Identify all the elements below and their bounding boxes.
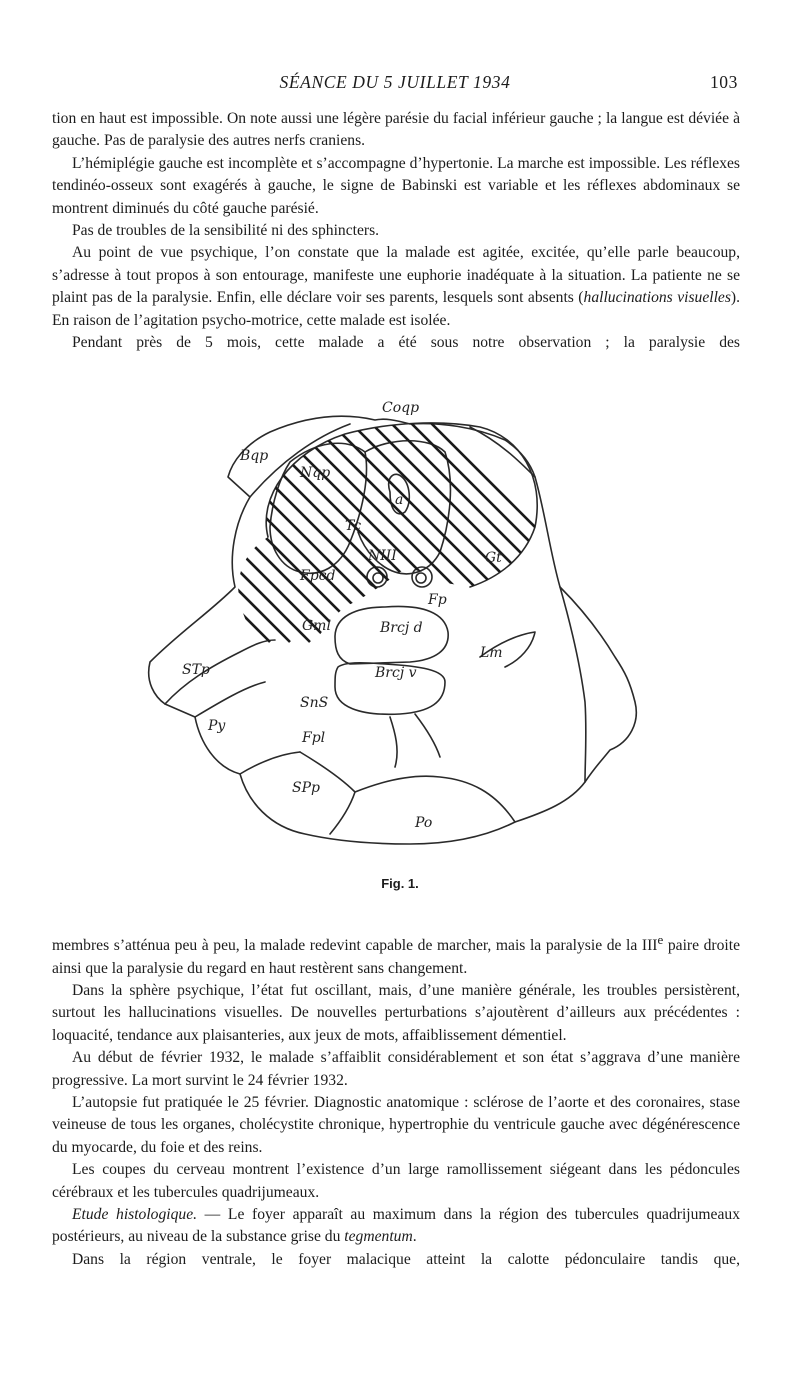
label-bqp: Bqp [240, 448, 269, 464]
label-fp: Fp [428, 592, 447, 608]
italic-term: tegmentum [344, 1228, 413, 1246]
italic-term: hallucinations visuelles [583, 289, 731, 307]
paragraph-text: membres s’atténua peu à peu, la malade redevint capable de marcher, mais la paralysie de la III [52, 937, 658, 955]
paragraph: Dans la région ventrale, le foyer malacique atteint la calotte pédonculaire tandis que, [72, 1250, 740, 1268]
label-fpcd: Fpcd [300, 568, 336, 584]
py-division [240, 752, 300, 774]
label-brcj-v: Brcj v [375, 665, 417, 681]
superscript: e [657, 932, 664, 947]
figure-1 [140, 382, 660, 882]
paragraph: Pas de troubles de la sensibilité ni des sphincters. [72, 222, 380, 240]
page-header [52, 72, 738, 96]
running-title: SÉANCE DU 5 JUILLET 1934 [279, 72, 511, 92]
text-block-bottom [52, 929, 740, 1271]
label-stp: STp [182, 662, 210, 678]
paragraph: Pendant près de 5 mois, cette malade a été sous notre observation ; la paralysie des [72, 334, 740, 352]
page-number: 103 [709, 72, 738, 92]
label-tc: Tc [345, 518, 362, 534]
figure-caption: Fig. 1. [381, 876, 419, 891]
paragraph: tion en haut est impossible. On note aussi une légère parésie du facial inférieur gauche ; la langue est déviée à gauche. Pas de paralysie des autres nerfs craniens. [52, 110, 740, 150]
text-block-top [52, 108, 740, 354]
paragraph-text: paire droite ainsi que la paralysie du regard en haut restèrent sans changement. [52, 937, 740, 977]
paragraph-text: . [412, 1228, 417, 1246]
basal-notch [390, 714, 440, 767]
nucleus-right-inner [416, 573, 426, 583]
label-spp: SPp [292, 780, 320, 796]
label-py: Py [208, 718, 226, 734]
paragraph: Au début de février 1932, le malade s’affaiblit considérablement et son état s’aggrava d’une manière progressive. La mort survint le 24 février 1932. [52, 1049, 740, 1089]
paragraph [52, 929, 740, 980]
midbrain-section-diagram [140, 382, 660, 882]
label-sns: SnS [300, 695, 329, 711]
paragraph-text: Au point de vue psychique, l’on constate que la malade est agitée, excitée, qu’elle parle beaucoup, s’adresse à tout propos à son entourage, manifeste une euphorie inadéquate à la situation. La patiente ne se plaint pas de la paralysie. Enfin, elle déclare voir ses parents, lesquels sont absents ( [52, 244, 740, 307]
right-basal [560, 587, 586, 782]
label-nm: NIII [368, 548, 397, 564]
label-a: a [395, 492, 404, 508]
paragraph: L’autopsie fut pratiquée le 25 février. Diagnostic anatomique : sclérose de l’aorte et des coronaires, stase veineuse de tous les organes, cholécystite chronique, hypertrophie du ventricule gauche avec dégénérescence du myocarde, du foie et des reins. [52, 1094, 740, 1156]
paragraph-text: — Le foyer apparaît au maximum dans la région des tubercules quadrijumeaux postérieurs, au niveau de la substance grise du [52, 1206, 740, 1246]
section-heading-italic: Etude histologique. [72, 1206, 198, 1224]
label-gml: Gml [302, 618, 331, 634]
paragraph-text: ). En raison de l’agitation psycho-motrice, cette malade est isolée. [52, 289, 741, 329]
label-coqp: Coqp [382, 400, 420, 416]
stp-band-2 [195, 682, 265, 717]
paragraph: L’hémiplégie gauche est incomplète et s’accompagne d’hypertonie. La marche est impossible. Les réflexes tendinéo-osseux sont exagérés à gauche, le signe de Babinski est variable et les réflexes abdominaux se montrent diminués du côté gauche parésié. [52, 154, 740, 217]
label-po: Po [415, 815, 433, 831]
label-nqp: Nqp [300, 465, 331, 481]
label-lm: Lm [480, 645, 503, 661]
paragraph: Dans la sphère psychique, l’état fut oscillant, mais, d’une manière générale, les troubles persistèrent, surtout les hallucinations visuelles. De nouvelles perturbations s’ajoutèrent d’ailleurs aux précédentes : loquacité, tendance aux plaisanteries, aux jeux de mots, affaiblissement démentiel. [52, 982, 740, 1044]
label-fpl: Fpl [302, 730, 326, 746]
paragraph [52, 1204, 740, 1249]
paragraph [52, 242, 740, 332]
po-division [355, 776, 515, 822]
label-gt: Gt [485, 550, 502, 566]
label-brcj-d: Brcj d [380, 620, 423, 636]
paragraph: Les coupes du cerveau montrent l’existence d’un large ramollissement siégeant dans les pédoncules cérébraux et les tubercules quadrijumeaux. [52, 1161, 740, 1201]
